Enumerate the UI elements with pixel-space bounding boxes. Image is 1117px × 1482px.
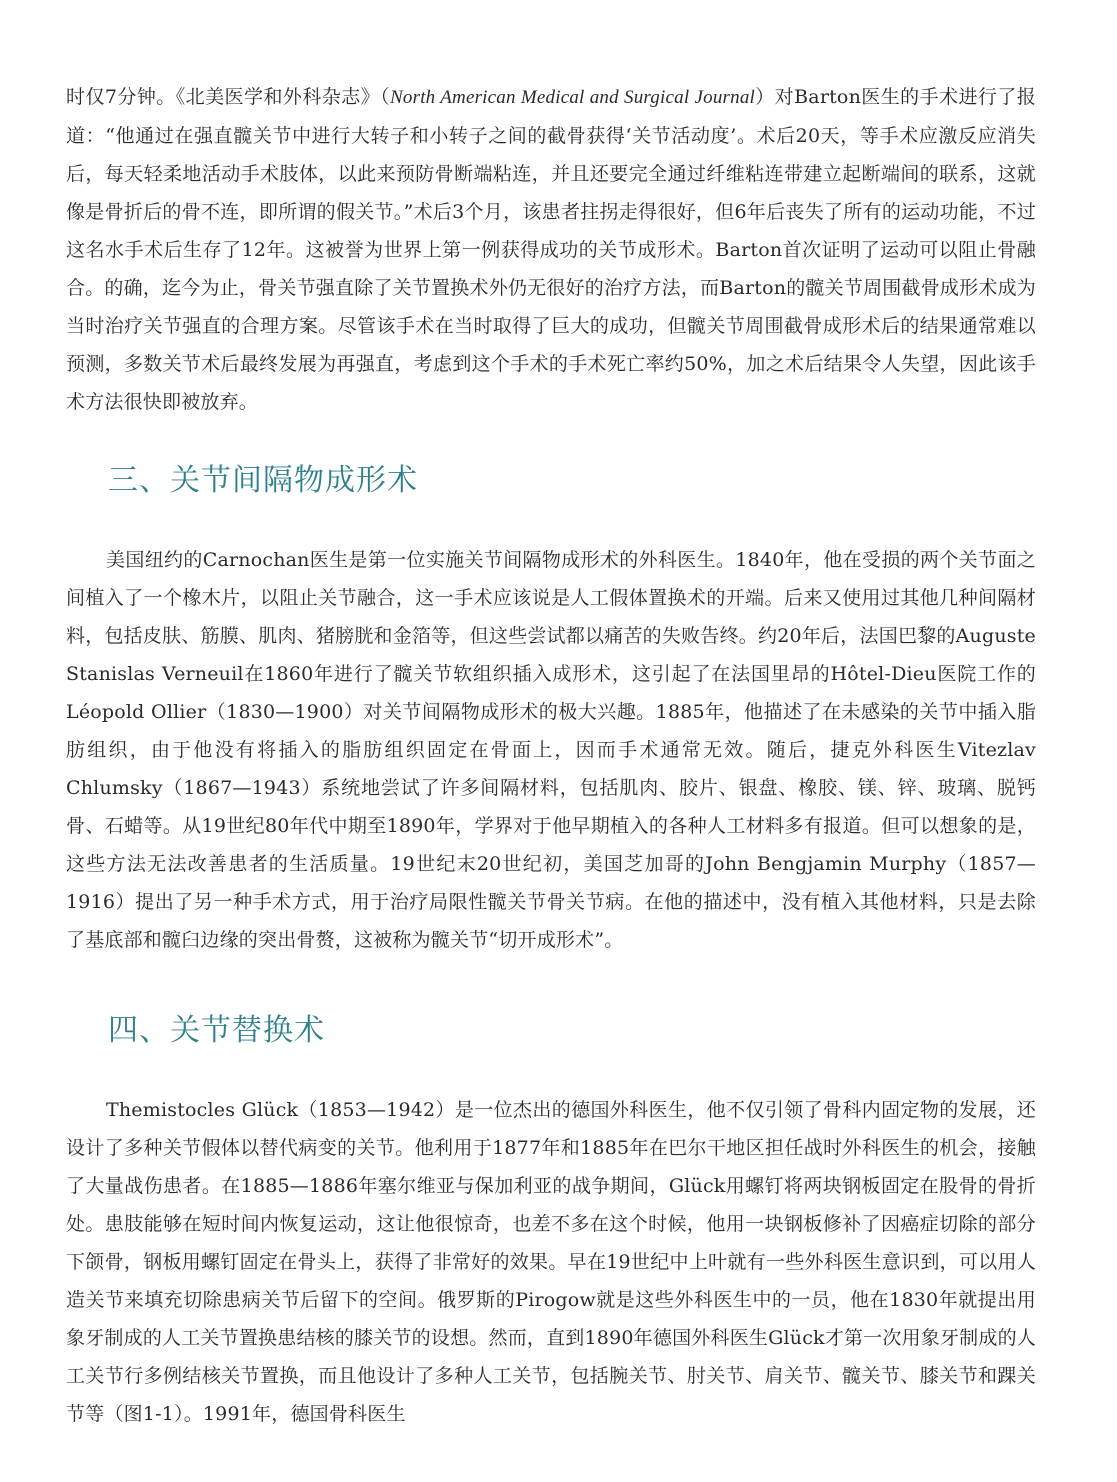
paragraph-interposition-arthroplasty: 美国纽约的Carnochan医生是第一位实施关节间隔物成形术的外科医生。1840年，他在受损的两个关节面之间植入了一个橡木片，以阻止关节融合，这一手术应该说是人工假体置换术的开端。后来又使用过其他几种间隔材料，包括皮肤、筋膜、肌肉、猪膀胱和金箔等，但这些尝试都以痛苦的失败告终。约20年后，法国巴黎的Auguste Stanislas Verneuil在1860年进行了髋关节软组织插入成形术，这引起了在法国里昂的Hôtel-Dieu医院工作的Léopold Ollier（1830—1900）对关节间隔物成形术的极大兴趣。1885年，他描述了在未感染的关节中插入脂肪组织，由于他没有将插入的脂肪组织固定在骨面上，因而手术通常无效。随后，捷克外科医生Vitezlav Chlumsky（1867—1943）系统地尝试了许多间隔材料，包括肌肉、胶片、银盘、橡胶、镁、锌、玻璃、脱钙骨、石蜡等。从19世纪80年代中期至1890年，学界对于他早期植入的各种人工材料多有报道。但可以想象的是，这些方法无法改善患者的生活质量。19世纪末20世纪初，美国芝加哥的John Bengjamin Murphy（1857—1916）提出了另一种手术方式，用于治疗局限性髋关节骨关节病。在他的描述中，没有植入其他材料，只是去除了基底部和髋臼边缘的突出骨赘，这被称为髋关节“切开成形术”。 (66, 549, 1036, 951)
journal-title: North American Medical and Surgical Journal (390, 87, 755, 108)
paragraph-text: ）对Barton医生的手术进行了报道：“他通过在强直髋关节中进行大转子和小转子之间的截骨获得‘关节活动度’。术后20天，等手术应激反应消失后，每天轻柔地活动手术肢体，以此来预防骨断端粘连，并且还要完全通过纤维粘连带建立起断端间的联系，这就像是骨折后的骨不连，即所谓的假关节。”术后3个月，该患者拄拐走得很好，但6年后丧失了所有的运动功能，不过这名水手术后生存了12年。这被誉为世界上第一例获得成功的关节成形术。Barton首次证明了运动可以阻止骨融合。的确，迄今为止，骨关节强直除了关节置换术外仍无很好的治疗方法，而Barton的髋关节周围截骨成形术成为当时治疗关节强直的合理方案。尽管该手术在当时取得了巨大的成功，但髋关节周围截骨成形术后的结果通常难以预测，多数关节术后最终发展为再强直，考虑到这个手术的手术死亡率约50%，加之术后结果令人失望，因此该手术方法很快即被放弃。 (66, 86, 1036, 413)
paragraph-text: 时仅7分钟。《北美医学和外科杂志》（ (66, 86, 391, 108)
section-heading-interposition-arthroplasty: 三、关节间隔物成形术 (108, 463, 418, 498)
paragraph-joint-replacement: Themistocles Glück（1853—1942）是一位杰出的德国外科医生，他不仅引领了骨科内固定物的发展，还设计了多种关节假体以替代病变的关节。他利用于1877年和1885年在巴尔干地区担任战时外科医生的机会，接触了大量战伤患者。在1885—1886年塞尔维亚与保加利亚的战争期间，Glück用螺钉将两块钢板固定在股骨的骨折处。患肢能够在短时间内恢复运动，这让他很惊奇，也差不多在这个时候，他用一块钢板修补了因癌症切除的部分下颌骨，钢板用螺钉固定在骨头上，获得了非常好的效果。早在19世纪中上叶就有一些外科医生意识到，可以用人造关节来填充切除患病关节后留下的空间。俄罗斯的Pirogow就是这些外科医生中的一员，他在1830年就提出用象牙制成的人工关节置换患结核的膝关节的设想。然而，直到1890年德国外科医生Glück才第一次用象牙制成的人工关节行多例结核关节置换，而且他设计了多种人工关节，包括腕关节、肘关节、肩关节、髋关节、膝关节和踝关节等（图1-1）。1991年，德国骨科医生 (66, 1099, 1036, 1425)
paragraph-barton-osteotomy (66, 78, 1036, 421)
document-page (66, 78, 1036, 1433)
section-heading-joint-replacement: 四、关节替换术 (108, 1013, 325, 1048)
